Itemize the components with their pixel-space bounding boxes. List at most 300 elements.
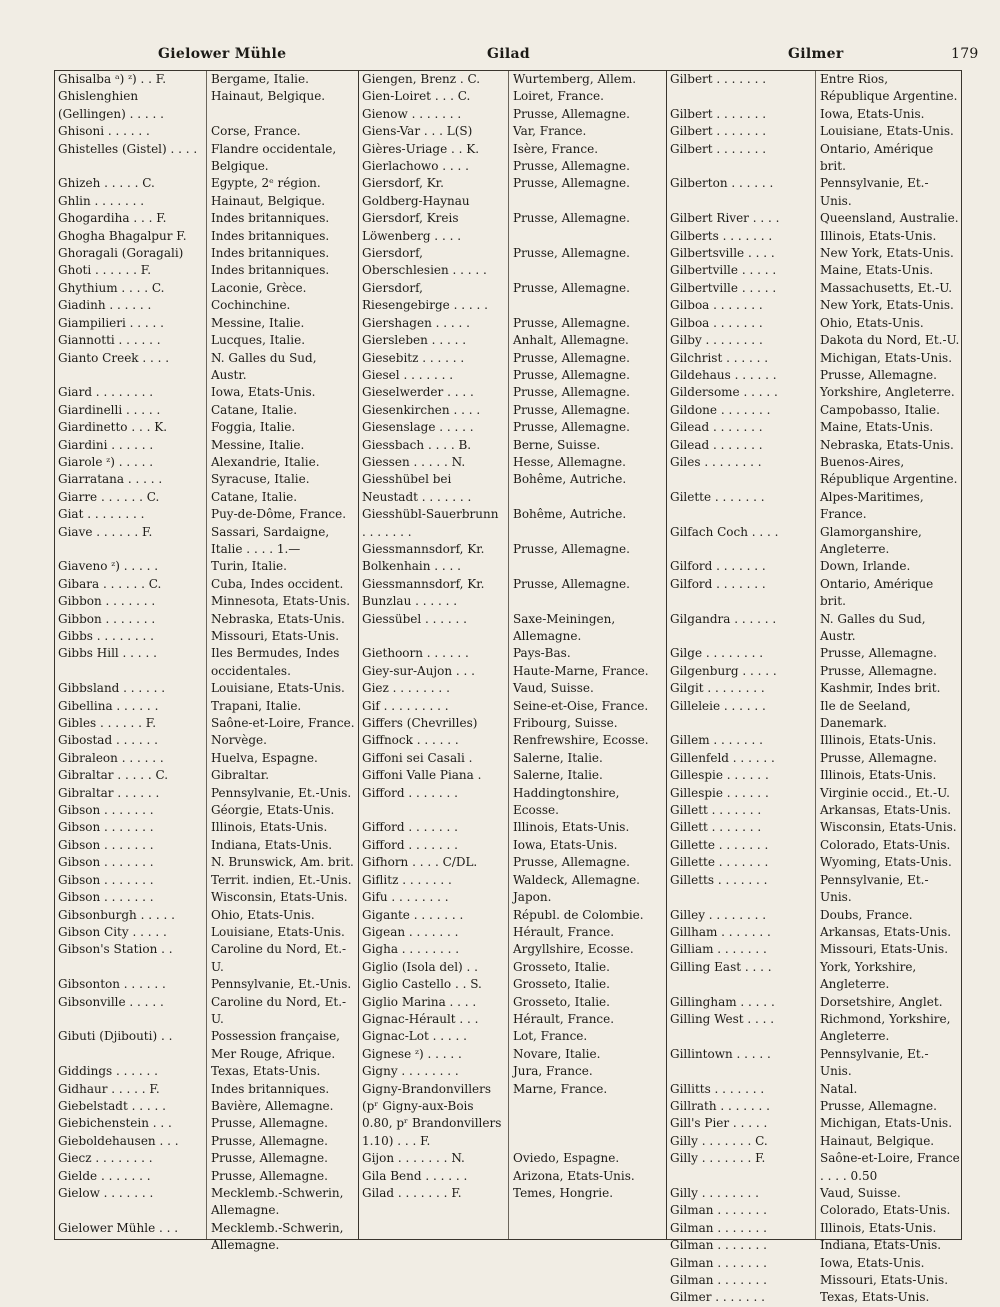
entry-name: Giersdorf, Kr. Goldberg-Haynau (362, 176, 470, 208)
entry-location: Caroline du Nord, Et.-U. (211, 994, 347, 1026)
entry-location: Entre Rios, République Argentine. (820, 72, 958, 104)
entry-location: Prusse, Allemagne. (513, 246, 630, 261)
entry-name: Gielow . . . . . . . (58, 1186, 154, 1200)
entry-row (359, 106, 666, 123)
entry-location: New York, Etats-Unis. (820, 246, 954, 261)
entry-name: Gillintown . . . . . (670, 1046, 771, 1061)
entry-name: Giethoorn . . . . . . (362, 646, 469, 661)
entry-location: Missouri, Etats-Unis. (820, 942, 949, 957)
entry-location: Prusse, Allemagne. (211, 1168, 328, 1183)
entry-location: Indes britanniques. (211, 228, 330, 243)
entry-name: Gilead . . . . . . . (670, 420, 763, 435)
entry-name: Gilley . . . . . . . . (670, 907, 767, 922)
entry-location: Géorgie, Etats-Unis. (211, 803, 335, 818)
entry-location: Dorsetshire, Anglet. (820, 994, 943, 1009)
entry-location: Iowa, Etats-Unis. (820, 106, 925, 121)
entry-location: Pennsylvanie, Et.-Unis. (211, 785, 352, 800)
entry-location: Hainaut, Belgique. (211, 193, 326, 208)
entry-name: Giardinetto . . . K. (58, 420, 168, 435)
entry-location: Colorado, Etats-Unis. (820, 837, 951, 852)
entry-location: Prusse, Allemagne. (513, 350, 630, 365)
entry-name: Giave . . . . . . F. (58, 524, 153, 539)
entry-location: Prusse, Allemagne. (820, 663, 937, 678)
entry-location: Egypte, 2ᵉ région. (211, 176, 321, 191)
entry-name: Giessbach . . . . B. (362, 437, 472, 452)
entry-name: Gilgandra . . . . . . (670, 611, 777, 626)
entry-location: Indes britanniques. (211, 1081, 330, 1096)
entry-location: Possession française, Mer Rouge, Afrique. (211, 1029, 340, 1061)
entry-location: Alpes-Maritimes, France. (820, 489, 924, 522)
entry-location: Indiana, Etats-Unis. (820, 1238, 942, 1253)
entry-location: Argyllshire, Ecosse. (513, 942, 634, 957)
entry-row (359, 907, 666, 924)
entry-name: Giesenslage . . . . . (362, 420, 474, 435)
entry-location: Buenos-Aires, République Argentine. (820, 454, 958, 487)
entry-location: Natal. (820, 1081, 858, 1096)
entry-location: Glamorganshire, Angleterre. (820, 524, 922, 556)
entry-name: Gillitts . . . . . . . (670, 1081, 765, 1096)
entry-location: Yorkshire, Angleterre. (820, 385, 955, 400)
entry-row (359, 645, 666, 662)
entry-row (359, 837, 666, 854)
entry-name: Gibson's Station . . (58, 942, 173, 957)
entry-name: Gifu . . . . . . . . (362, 890, 449, 905)
entry-name: Giershagen . . . . . (362, 315, 470, 330)
entry-name: Gibson City . . . . . (58, 924, 167, 939)
entry-name: Gibbon . . . . . . . (58, 594, 156, 609)
entry-name: Giddings . . . . . . (58, 1064, 158, 1079)
entry-location: Prusse, Allemagne. (820, 367, 937, 382)
entry-location: Prusse, Allemagne. (513, 280, 630, 295)
entry-location: Pennsylvanie, Et.-Unis. (820, 872, 929, 905)
entry-name: Gilliam . . . . . . . (670, 942, 767, 957)
entry-location: Michigan, Etats-Unis. (820, 350, 953, 365)
entry-location: Richmond, Yorkshire, Angleterre. (820, 1011, 951, 1044)
entry-location: Prusse, Allemagne. (513, 176, 630, 191)
entry-location: Japon. (513, 890, 552, 905)
column-divider (206, 71, 207, 1239)
entry-name: Giesshübel bei Neustadt . . . . . . . (362, 472, 472, 504)
entry-name: Giarole ᶻ) . . . . . (58, 454, 154, 469)
entry-row (359, 1168, 666, 1185)
entry-name: Gibuti (Djibouti) . . (58, 1029, 173, 1044)
entry-name: Gignac-Hérault . . . (362, 1011, 479, 1026)
entry-name: Giampilieri . . . . . (58, 315, 164, 330)
entry-name: Giessübel . . . . . . (362, 611, 467, 626)
entry-location: Prusse, Allemagne. (820, 646, 937, 661)
entry-name: Gillett . . . . . . . (670, 820, 762, 835)
entry-name: Gilby . . . . . . . . (670, 333, 763, 348)
entry-row (359, 332, 666, 349)
entry-name: Giflitz . . . . . . . (362, 872, 452, 887)
entry-name: Gilbertville . . . . . (670, 263, 777, 278)
entry-name: Gierlachowo . . . . (362, 159, 469, 174)
entry-name: Ghlin . . . . . . . (58, 193, 145, 208)
entry-location: Norvège. (211, 733, 267, 748)
entry-name: Giesshübl-Sauerbrunn . . . . . . . (362, 507, 499, 539)
entry-location: Huelva, Espagne. (211, 750, 318, 765)
entry-name: Gibbon . . . . . . . (58, 611, 156, 626)
entry-name: Ghythium . . . . C. (58, 280, 165, 295)
entry-row (359, 924, 666, 941)
entry-name: Giecz . . . . . . . . (58, 1151, 153, 1166)
entry-location: Prusse, Allemagne. (513, 159, 630, 174)
entry-location: Iles Bermudes, Indes occidentales. (211, 646, 340, 678)
entry-location: Missouri, Etats-Unis. (820, 1273, 949, 1288)
entry-name: Giengen, Brenz . C. (362, 72, 481, 86)
entry-location: Prusse, Allemagne. (513, 315, 630, 330)
entry-location: Dakota du Nord, Et.-U. (820, 333, 960, 348)
entry-name: Giesebitz . . . . . . (362, 350, 465, 365)
entry-name: Gilad . . . . . . . F. (362, 1186, 462, 1200)
entry-location: N. Brunswick, Am. brit. (211, 855, 354, 870)
entry-name: Gibson . . . . . . . (58, 803, 154, 818)
entry-location: Salerne, Italie. (513, 768, 603, 783)
entry-name: Gilboa . . . . . . . (670, 298, 763, 313)
entry-location: Bohême, Autriche. (513, 507, 627, 522)
entry-location: Prusse, Allemagne. (211, 1133, 328, 1148)
entry-location: Haddingtonshire, Ecosse. (513, 785, 620, 818)
entry-name: Gillham . . . . . . . (670, 924, 771, 939)
entry-location: Texas, Etats-Unis. (211, 1064, 321, 1079)
entry-name: Gilletts . . . . . . . (670, 872, 768, 887)
entry-name: Gien-Loiret . . . C. (362, 89, 471, 104)
entry-location: Arkansas, Etats-Unis. (820, 924, 952, 939)
entry-location: Vaud, Suisse. (820, 1186, 901, 1200)
entry-name: Gilling West . . . . (670, 1011, 775, 1026)
entry-location: Kashmir, Indes brit. (820, 681, 941, 696)
entry-name: Giarre . . . . . . C. (58, 489, 160, 504)
entry-name: Giffnock . . . . . . (362, 733, 459, 748)
entry-name: Giersleben . . . . . (362, 333, 467, 348)
entry-location: Var, France. (513, 124, 587, 139)
entry-name: Gifford . . . . . . . (362, 820, 458, 835)
entry-name: Gibson . . . . . . . (58, 890, 154, 905)
entry-name: Gibraltar . . . . . . (58, 785, 160, 800)
entry-name: Gigha . . . . . . . . (362, 942, 460, 957)
entry-name: Giez . . . . . . . . (362, 681, 450, 696)
entry-name: Gillespie . . . . . . (670, 785, 769, 800)
entry-location: Minnesota, Etats-Unis. (211, 594, 351, 609)
entry-location: Corse, France. (211, 124, 301, 139)
entry-name: Ghoti . . . . . . F. (58, 263, 152, 278)
entry-location: Hainaut, Belgique. (211, 89, 326, 104)
entry-name: Gillingham . . . . . (670, 994, 775, 1009)
entry-name: Gilberton . . . . . . (670, 176, 774, 191)
page-number: 179 (951, 46, 979, 62)
entry-name: Gibbs Hill . . . . . (58, 646, 157, 661)
entry-location: Indiana, Etats-Unis. (211, 837, 333, 852)
entry-name: Gilly . . . . . . . F. (670, 1151, 766, 1166)
entry-name: Gilman . . . . . . . (670, 1220, 767, 1235)
entry-location: Nebraska, Etats-Unis. (211, 611, 345, 626)
entry-name: Ghisalba ᵃ) ᶻ) . . F. (58, 72, 167, 86)
entry-location: Berne, Suisse. (513, 437, 601, 452)
entry-name: Gillette . . . . . . . (670, 855, 769, 870)
entry-name: Gilbert River . . . . (670, 211, 780, 226)
entry-name: Giffoni Valle Piana . (362, 768, 482, 783)
entry-name: Gibles . . . . . . F. (58, 716, 157, 731)
entry-name: Ghizeh . . . . . C. (58, 176, 155, 191)
entry-name: Gifford . . . . . . . (362, 837, 458, 852)
entry-name: Gillenfeld . . . . . . (670, 750, 775, 765)
entry-name: Giesenkirchen . . . . (362, 402, 481, 417)
entry-row (359, 88, 666, 105)
entry-location: Massachusetts, Et.-U. (820, 280, 953, 295)
entry-location: Prusse, Allemagne. (513, 541, 630, 556)
entry-location: Hérault, France. (513, 924, 615, 939)
entry-name: Giannotti . . . . . . (58, 333, 161, 348)
entry-location: Sassari, Sardaigne, Italie . . . . 1.— (211, 524, 330, 556)
entry-name: Gilboa . . . . . . . (670, 315, 763, 330)
entry-location: Indes britanniques. (211, 211, 330, 226)
entry-name: Gibraltar . . . . . C. (58, 768, 169, 783)
entry-name: Giard . . . . . . . . (58, 385, 154, 400)
entry-name: Gibraleon . . . . . . (58, 750, 164, 765)
entry-location: Lot, France. (513, 1029, 588, 1044)
entry-location: Pennsylvanie, Et.-Unis. (211, 977, 352, 992)
entry-name: Giebichenstein . . . (58, 1116, 172, 1131)
entry-name: Gières-Uriage . . K. (362, 141, 480, 156)
entry-name: Gibostad . . . . . . (58, 733, 158, 748)
entry-name: Gilge . . . . . . . . (670, 646, 764, 661)
entry-row (359, 1081, 666, 1151)
entry-name: Gildehaus . . . . . . (670, 367, 777, 382)
entry-location: Hesse, Allemagne. (513, 454, 626, 469)
entry-row (359, 941, 666, 958)
entry-name: Gielde . . . . . . . (58, 1168, 151, 1183)
entry-location: Laconie, Grèce. (211, 280, 307, 295)
entry-name: Gilling East . . . . (670, 959, 772, 974)
entry-name: Giglio Castello . . S. (362, 977, 482, 992)
entry-name: Gianto Creek . . . . (58, 350, 170, 365)
entry-name: Giglio (Isola del) . . (362, 959, 478, 974)
entry-location: New York, Etats-Unis. (820, 298, 954, 313)
entry-row (359, 698, 666, 715)
entry-location: Puy-de-Dôme, France. (211, 507, 347, 522)
entry-name: Gibbsland . . . . . . (58, 681, 166, 696)
entry-location: Iowa, Etats-Unis. (820, 1255, 925, 1270)
entry-name: Gillem . . . . . . . (670, 733, 763, 748)
entry-location: Ontario, Amérique brit. (820, 576, 934, 609)
entry-name: Ghislenghien (Gellingen) . . . . . (58, 89, 164, 121)
entry-name: Gillette . . . . . . . (670, 837, 769, 852)
entry-location: Wurtemberg, Allem. (513, 72, 637, 86)
entry-location: Indes britanniques. (211, 246, 330, 261)
entry-row (359, 1046, 666, 1063)
entry-name: Gilgit . . . . . . . . (670, 681, 765, 696)
entry-name: Gibsonville . . . . . (58, 994, 164, 1009)
entry-location: Doubs, France. (820, 907, 913, 922)
entry-row (667, 1255, 963, 1272)
entry-name: Giardinelli . . . . . (58, 402, 161, 417)
column-3 (667, 71, 963, 1305)
entry-name: Giesel . . . . . . . (362, 367, 454, 382)
entry-location: Louisiane, Etats-Unis. (211, 681, 345, 696)
entry-location: Lucques, Italie. (211, 333, 306, 348)
entry-name: Gillespie . . . . . . (670, 768, 769, 783)
entry-row (359, 506, 666, 541)
column-2 (359, 71, 667, 1239)
entry-name: Gifford . . . . . . . (362, 785, 458, 800)
entry-name: Gibson . . . . . . . (58, 855, 154, 870)
entry-name: Ghogha Bhagalpur F. (58, 228, 187, 243)
entry-row (359, 976, 666, 993)
entry-location: Illinois, Etats-Unis. (211, 820, 328, 835)
entry-location: Wyoming, Etats-Unis. (820, 855, 952, 870)
entry-location: Texas, Etats-Unis. (820, 1290, 930, 1305)
entry-location: Cuba, Indes occident. (211, 576, 344, 591)
entry-name: Gibara . . . . . . C. (58, 576, 162, 591)
entry-location: Illinois, Etats-Unis. (820, 768, 937, 783)
entry-location: Anhalt, Allemagne. (513, 333, 629, 348)
entry-location: Cochinchine. (211, 298, 291, 313)
entry-name: Gilford . . . . . . . (670, 576, 766, 591)
entry-name: Gibsonburgh . . . . . (58, 907, 175, 922)
entry-location: Maine, Etats-Unis. (820, 263, 934, 278)
entry-name: Gillett . . . . . . . (670, 803, 762, 818)
entry-row (359, 1185, 666, 1202)
column-divider (508, 71, 509, 1239)
entry-row (359, 994, 666, 1011)
entry-row (359, 576, 666, 611)
entry-location: Virginie occid., Et.-U. (820, 785, 950, 800)
entry-name: Giessen . . . . . N. (362, 454, 466, 469)
header-first-entry: Gielower Mühle (158, 46, 287, 62)
entry-row (359, 454, 666, 471)
entry-name: Giersdorf, Kreis Löwenberg . . . . (362, 211, 462, 243)
entry-location: Prusse, Allemagne. (513, 855, 630, 870)
entry-location: Prusse, Allemagne. (513, 420, 630, 435)
entry-name: Gidhaur . . . . . F. (58, 1081, 160, 1096)
entry-name: Gigante . . . . . . . (362, 907, 464, 922)
entry-name: Gibbs . . . . . . . . (58, 629, 154, 643)
entry-name: Gilman . . . . . . . (670, 1238, 767, 1253)
entry-location: Louisiane, Etats-Unis. (820, 124, 954, 139)
entry-location: Pennsylvanie, Et.-Unis. (820, 176, 929, 208)
entry-name: Gignese ᶻ) . . . . . (362, 1046, 462, 1061)
entry-name: Gienow . . . . . . . (362, 106, 462, 121)
entry-location: Salerne, Italie. (513, 750, 603, 765)
entry-name: Giffers (Chevrilles) (362, 716, 478, 731)
entry-location: Prusse, Allemagne. (820, 1098, 937, 1113)
entry-name: Gigny-Brandonvillers (pʳ Gigny-aux-Bois 0.80, pʳ Brandonvillers 1.10) . . . F. (362, 1081, 502, 1148)
entries-table (54, 70, 962, 1305)
entry-location: Hainaut, Belgique. (820, 1133, 935, 1148)
entry-row (359, 1028, 666, 1045)
running-header (0, 46, 1000, 72)
entry-name: Gila Bend . . . . . . (362, 1168, 468, 1183)
entry-name: Giessmannsdorf, Kr. Bunzlau . . . . . . (362, 576, 485, 609)
entry-name: Giardini . . . . . . (58, 437, 154, 452)
entry-location: Républ. de Colombie. (513, 907, 644, 922)
entry-row (359, 280, 666, 315)
entry-row (359, 210, 666, 245)
entry-row (359, 175, 666, 210)
entry-location: Bohême, Autriche. (513, 472, 627, 487)
entry-row (359, 471, 666, 506)
entry-location: Vaud, Suisse. (513, 681, 594, 696)
entry-location: Ontario, Amérique brit. (820, 141, 934, 174)
entry-location: Colorado, Etats-Unis. (820, 1203, 951, 1218)
entry-name: Gifhorn . . . . C/DL. (362, 855, 478, 870)
entry-row (359, 854, 666, 871)
entry-location: Maine, Etats-Unis. (820, 420, 934, 435)
entry-row (359, 245, 666, 280)
entry-location: Territ. indien, Et.-Unis. (211, 872, 352, 887)
entry-location: Flandre occidentale, Belgique. (211, 141, 337, 174)
entry-location: Prusse, Allemagne. (211, 1116, 328, 1131)
entry-location: Temes, Hongrie. (513, 1186, 614, 1200)
entry-location: Missouri, Etats-Unis. (211, 629, 340, 643)
entry-location: Prusse, Allemagne. (513, 211, 630, 226)
entry-name: Gilleleie . . . . . . (670, 698, 766, 713)
entry-row (359, 158, 666, 175)
entry-name: Gildersome . . . . . (670, 385, 778, 400)
entry-location: Bergame, Italie. (211, 72, 309, 86)
entry-row (359, 611, 666, 646)
entry-row (359, 315, 666, 332)
entry-location: Turin, Italie. (211, 559, 287, 574)
entry-name: Gieboldehausen . . . (58, 1133, 179, 1148)
entry-row (359, 785, 666, 820)
entry-name: Gibson . . . . . . . (58, 837, 154, 852)
entry-location: York, Yorkshire, Angleterre. (820, 959, 917, 992)
entry-location: Syracuse, Italie. (211, 472, 310, 487)
entry-location: Foggia, Italie. (211, 420, 296, 435)
entry-name: Gieselwerder . . . . (362, 385, 474, 400)
entry-location: Michigan, Etats-Unis. (820, 1116, 953, 1131)
entry-name: Gibellina . . . . . . (58, 698, 159, 713)
entry-location: Illinois, Etats-Unis. (513, 820, 630, 835)
entry-location: Saône-et-Loire, France. (211, 716, 355, 731)
entry-name: Giat . . . . . . . . (58, 507, 145, 522)
entry-location: Illinois, Etats-Unis. (820, 733, 937, 748)
entry-location: Iowa, Etats-Unis. (211, 385, 316, 400)
entry-location: Gibraltar. (211, 768, 270, 783)
entry-name: Giens-Var . . . L(S) (362, 124, 473, 139)
entry-location: Grosseto, Italie. (513, 977, 610, 992)
entry-name: Gilchrist . . . . . . (670, 350, 769, 365)
entry-location: Indes britanniques. (211, 263, 330, 278)
entry-name: Gibsonton . . . . . . (58, 977, 166, 992)
entry-name: Gillrath . . . . . . . (670, 1098, 770, 1113)
entry-row (359, 123, 666, 140)
entry-name: Gilbert . . . . . . . (670, 124, 767, 139)
entry-name: Gilford . . . . . . . (670, 559, 766, 574)
entry-name: Ghistelles (Gistel) . . . . (58, 141, 198, 156)
entry-name: Gilly . . . . . . . C. (670, 1133, 768, 1148)
entry-name: Gijon . . . . . . . N. (362, 1151, 465, 1166)
entry-name: Gilbert . . . . . . . (670, 141, 767, 156)
entry-location: Arkansas, Etats-Unis. (820, 803, 952, 818)
entry-name: Gilbertville . . . . . (670, 280, 777, 295)
entry-row (359, 402, 666, 419)
entry-row (667, 1237, 963, 1254)
entry-row (359, 715, 666, 732)
entry-location: Prusse, Allemagne. (513, 385, 630, 400)
entry-name: Giessmannsdorf, Kr. Bolkenhain . . . . (362, 541, 485, 574)
entry-name: Gill's Pier . . . . . (670, 1116, 768, 1131)
entry-name: Ghoragali (Goragali) (58, 246, 184, 261)
entry-location: Prusse, Allemagne. (513, 576, 630, 591)
entry-location: Grosseto, Italie. (513, 959, 610, 974)
entry-name: Gigean . . . . . . . (362, 924, 459, 939)
entry-row (359, 889, 666, 906)
entry-row (359, 767, 666, 784)
entry-name: Giffoni sei Casali . (362, 750, 473, 765)
entry-name: Gilman . . . . . . . (670, 1255, 767, 1270)
